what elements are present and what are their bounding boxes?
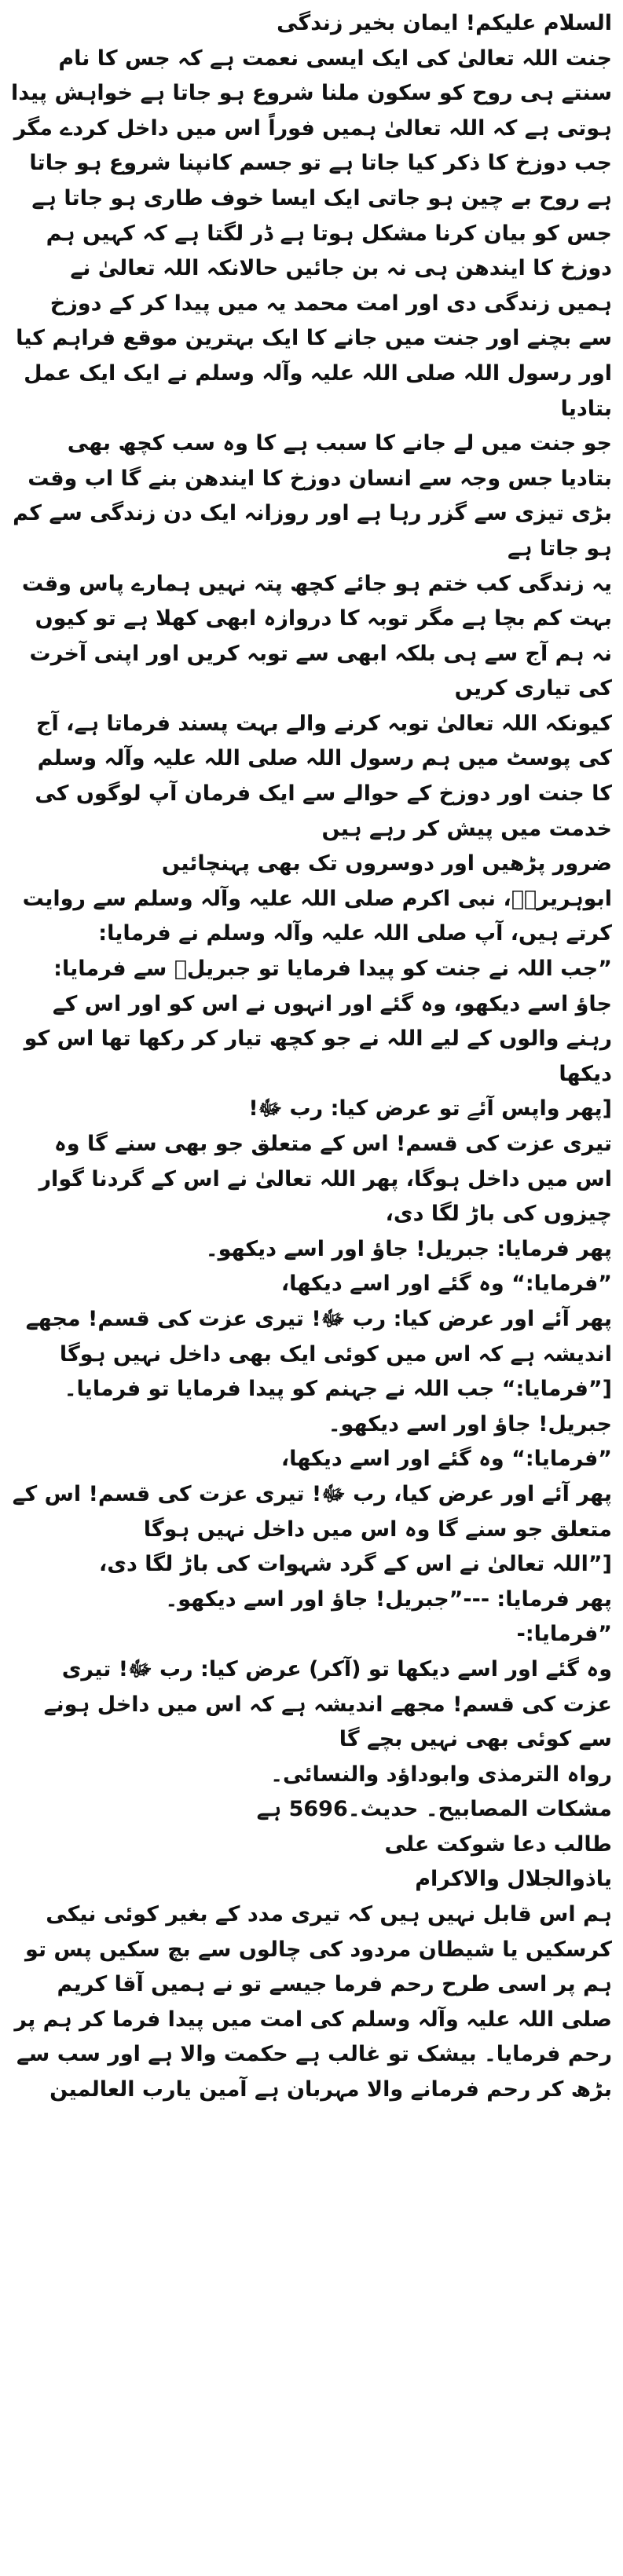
hadith-text: تیری عزت کی قسم! اس کے متعلق جو بھی سنے گا وہ اس میں داخل ہوگا، پھر اللہ تعالیٰ نے اس کے گردنا گوار چیزوں کی باڑ لگا دی،	[38, 1132, 612, 1227]
paragraph: جنت اللہ تعالیٰ کی ایک ایسی نعمت ہے کہ جس کا نام سنتے ہی روح کو سکون ملنا شروع ہو جاتا ہے خواہش پیدا ہوتی ہے کہ اللہ تعالیٰ ہمیں فوراً اس میں داخل کردے مگر جب دوزخ کا ذکر کیا جاتا ہے تو جسم کانپنا شروع ہو جاتا ہے روح بے چین ہو جاتی ایک ایسا خوف طاری ہو جاتا ہے	[11, 46, 612, 210]
paragraph: ضرور پڑھیں اور دوسروں تک بھی پہنچائیں	[161, 851, 612, 876]
hadith-text: پھر آئے اور عرض کیا: رب ﷻ! تیری عزت کی قسم! مجھے اندیشہ ہے کہ اس میں کوئی ایک بھی داخل نہیں ہوگا	[25, 1306, 612, 1367]
hadith-text: پھر فرمایا: جبریل! جاؤ اور اسے دیکھو۔	[205, 1236, 612, 1261]
post-text	[11, 6, 612, 2568]
hadith-text: [پھر واپس آئے تو عرض کیا: رب ﷻ!	[248, 1096, 612, 1122]
hadith-reference: مشکات المصابیح۔ حدیث۔5696 ہے	[256, 1797, 612, 1822]
hadith-text: پھر آئے اور عرض کیا، رب ﷻ! تیری عزت کی قسم! اس کے متعلق جو سنے گا وہ اس میں داخل نہیں ہوگا	[12, 1481, 612, 1542]
paragraph: جس کو بیان کرنا مشکل ہوتا ہے ڈر لگتا ہے کہ کہیں ہم دوزخ کا ایندھن ہی نہ بن جائیں حالانکہ اللہ تعالیٰ نے ہمیں زندگی دی اور امت محمد یہ میں پیدا کر کے دوزخ سے بچنے اور جنت میں جانے کا ایک بہترین موقع فراہم کیا اور رسول اللہ صلی اللہ علیہ وآلہ وسلم نے ایک ایک عمل بتادیا	[16, 221, 612, 421]
hadith-text: پھر فرمایا: ---”جبریل! جاؤ اور اسے دیکھو۔	[165, 1586, 612, 1612]
dua-text: ہم اس قابل نہیں ہیں کہ تیری مدد کے بغیر کوئی نیکی کرسکیں یا شیطان مردود کی چالوں سے بچ سکیں پس تو ہم پر اسی طرح رحم فرما جیسے تو نے ہمیں آقا کریم صلی اللہ علیہ وآلہ وسلم کی امت میں پیدا فرما کر ہم پر رحم فرمایا۔ بیشک تو غالب ہے حکمت والا ہے اور سب سے بڑھ کر رحم فرمانے والا مہربان ہے آمین یارب العالمین	[14, 1902, 612, 2102]
author-signature: طالب دعا شوکت علی	[384, 1831, 612, 1857]
hadith-text: [”اللہ تعالیٰ نے اس کے گرد شہوات کی باڑ لگا دی،	[99, 1552, 612, 1577]
paragraph: یہ زندگی کب ختم ہو جائے کچھ پتہ نہیں ہمارے پاس وقت بہت کم بچا ہے مگر توبہ کا دروازہ ابھی کھلا ہے تو کیوں نہ ہم آج سے ہی بلکہ ابھی سے توبہ کریں اور اپنی آخرت کی تیاری کریں	[21, 571, 612, 701]
hadith-text: [”فرمایا:“ جب اللہ نے جہنم کو پیدا فرمایا تو فرمایا۔ جبریل! جاؤ اور اسے دیکھو۔	[64, 1377, 612, 1436]
hadith-text: وہ گئے اور اسے دیکھا تو (آکر) عرض کیا: رب ﷻ! تیری عزت کی قسم! مجھے اندیشہ ہے کہ اس میں داخل ہونے سے کوئی بھی نہیں بچے گا	[43, 1656, 612, 1752]
dua-heading: یاذوالجلال والاکرام	[415, 1867, 612, 1892]
paragraph: کیونکہ اللہ تعالیٰ توبہ کرنے والے بہت پسند فرماتا ہے، آج کی پوسٹ میں ہم رسول اللہ صلی اللہ علیہ وآلہ وسلم کا جنت اور دوزخ کے حوالے سے ایک فرمان آپ لوگوں کی خدمت میں پیش کر رہے ہیں	[35, 711, 612, 841]
hadith-text: ”جب اللہ نے جنت کو پیدا فرمایا تو جبریلؑ سے فرمایا: جاؤ اسے دیکھو، وہ گئے اور انہوں نے اس کو اور اس کے رہنے والوں کے لیے اللہ نے جو کچھ تیار کر رکھا تھا اس کو دیکھا	[24, 957, 612, 1086]
hadith-text: ”فرمایا:“ وہ گئے اور اسے دیکھا،	[280, 1447, 612, 1472]
hadith-text: ”فرمایا:“ وہ گئے اور اسے دیکھا،	[280, 1272, 612, 1297]
narration-intro: ابوہریرہؓ، نبی اکرم صلی اللہ علیہ وآلہ وسلم سے روایت کرتے ہیں، آپ صلی اللہ علیہ وآلہ وسلم نے فرمایا:	[22, 886, 612, 946]
paragraph: جو جنت میں لے جانے کا سبب ہے کا وہ سب کچھ بھی بتادیا جس وجہ سے انسان دوزخ کا ایندھن بنے گا اب وقت بڑی تیزی سے گزر رہا ہے اور روزانہ ایک دن زندگی سے کم ہو جاتا ہے	[13, 431, 612, 561]
hadith-text: ”فرمایا:-	[516, 1622, 612, 1647]
hadith-reference: رواہ الترمذی وابوداؤد والنسائی۔	[270, 1762, 612, 1787]
greeting: السلام علیکم! ایمان بخیر زندگی	[277, 11, 612, 35]
